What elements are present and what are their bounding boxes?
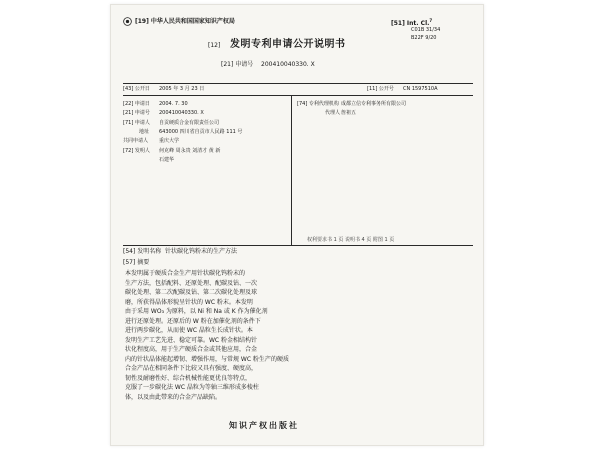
abstract-line: 合金产品在相同条件下比较又具有强度、硬度高， (125, 365, 258, 372)
abstract-line: 韧性及耐磨性好、综合机械性能更优良等特点， (125, 374, 252, 382)
filing-date-value: 2004. 7. 30 (159, 101, 188, 107)
abstract-body (125, 269, 305, 402)
inventors-line-1: 何克峰 周永贵 刘清才 黄 新 (159, 148, 221, 154)
country-office-label: [19] 中华人民共和国国家知识产权局 (135, 18, 235, 25)
inventors-line-2: 石建华 (159, 157, 175, 163)
ipc-code-2: B22F 9/20 (411, 35, 437, 41)
column-divider (291, 95, 292, 245)
claims-pages-info: 权利要求书 1 页 说明书 4 页 附图 1 页 (307, 237, 395, 243)
abstract-line: 体，以及由此带来的合金产品缺陷。 (125, 393, 222, 401)
abstract-line: 进行还原处理。还原后的 W 粉在加催化剂的条件下 (125, 317, 261, 325)
pub-date-code: [43] 公开日 (123, 86, 150, 92)
abstract-line: 内的针状晶体能起增韧、增强作用，与常规 WC 粉生产的硬质 (125, 355, 289, 363)
ipc-code-1: C01B 31/34 (411, 27, 441, 33)
abstract-line: 进行两步碳化，从而使 WC 晶粒生长成针状。本 (125, 327, 253, 334)
abstract-line: 克服了一步碳化法 WC 晶粒为等轴三维形成多棱柱 (125, 384, 259, 391)
patent-document-page (110, 4, 484, 446)
document-type-title: 发明专利申请公开说明书 (230, 39, 346, 50)
abstract-line: 磨，所获得晶体形貌呈针状的 WC 粉末。本发明 (125, 298, 253, 306)
app-no-label: [21] 申请号 (221, 61, 254, 68)
divider-pub-top (123, 83, 473, 84)
divider-pub-bottom (123, 95, 473, 96)
co-applicant-value: 重庆大学 (159, 138, 180, 144)
doc-type-code: [12] (208, 42, 221, 49)
applicant-code: [71] 申请人 (123, 120, 150, 126)
title-code: [54] 发明名称 (123, 248, 162, 255)
inventor-code: [72] 发明人 (123, 148, 150, 154)
co-applicant-label: 共同申请人 (123, 138, 149, 144)
app-no-value: 200410040330. X (261, 61, 315, 68)
abstract-line: 本发明属于硬质合金生产用针状碳化钨粉末的 (125, 270, 246, 277)
address-label: 地址 (139, 129, 150, 135)
pub-date-value: 2005 年 3 月 23 日 (159, 86, 205, 92)
abstract-line: 碳化处理、第二次配碳及钻、第二次碳化处理及球 (125, 289, 258, 296)
abstract-line: 状化程度高，用于生产硬质合金或其他应用，合金 (125, 346, 258, 353)
app-no-value-2: 200410040330. X (159, 110, 204, 116)
agency-value: 成都立信专利事务所有限公司 (341, 101, 407, 107)
agent-value: 詹祖五 (341, 110, 357, 116)
applicant-value: 自贡硬质合金有限责任公司 (159, 120, 220, 126)
int-cl-label: [51] Int. Cl.$^7$ (391, 18, 433, 27)
abstract-line: 生产方法，包括配料、还原处理、配碳及钻、一次 (125, 279, 258, 287)
abstract-line: 发明生产工艺先进、稳定可靠。WC 粉金相结构针 (125, 336, 258, 344)
app-no-code-2: [21] 申请号 (123, 110, 150, 116)
pub-number-code: [11] 公开号 (367, 86, 394, 92)
pub-number-value: CN 1597510A (403, 86, 438, 92)
filing-date-code: [22] 申请日 (123, 101, 150, 107)
address-value: 643000 四川省自贡市人民路 111 号 (159, 129, 243, 135)
agency-code: [74] 专利代理机构 (297, 101, 339, 107)
invention-title: 针状碳化钨粉末的生产方法 (165, 248, 238, 255)
publisher-name: 知识产权出版社 (229, 421, 299, 430)
abstract-code: [57] 摘要 (123, 259, 150, 266)
agent-label: 代理人 (325, 110, 341, 116)
emblem-icon (123, 17, 132, 26)
abstract-line: 由于采用 WO₃ 为原料，以 Ni 和 Na 或 K 作为催化剂 (125, 308, 268, 315)
divider-title-top (123, 245, 473, 246)
